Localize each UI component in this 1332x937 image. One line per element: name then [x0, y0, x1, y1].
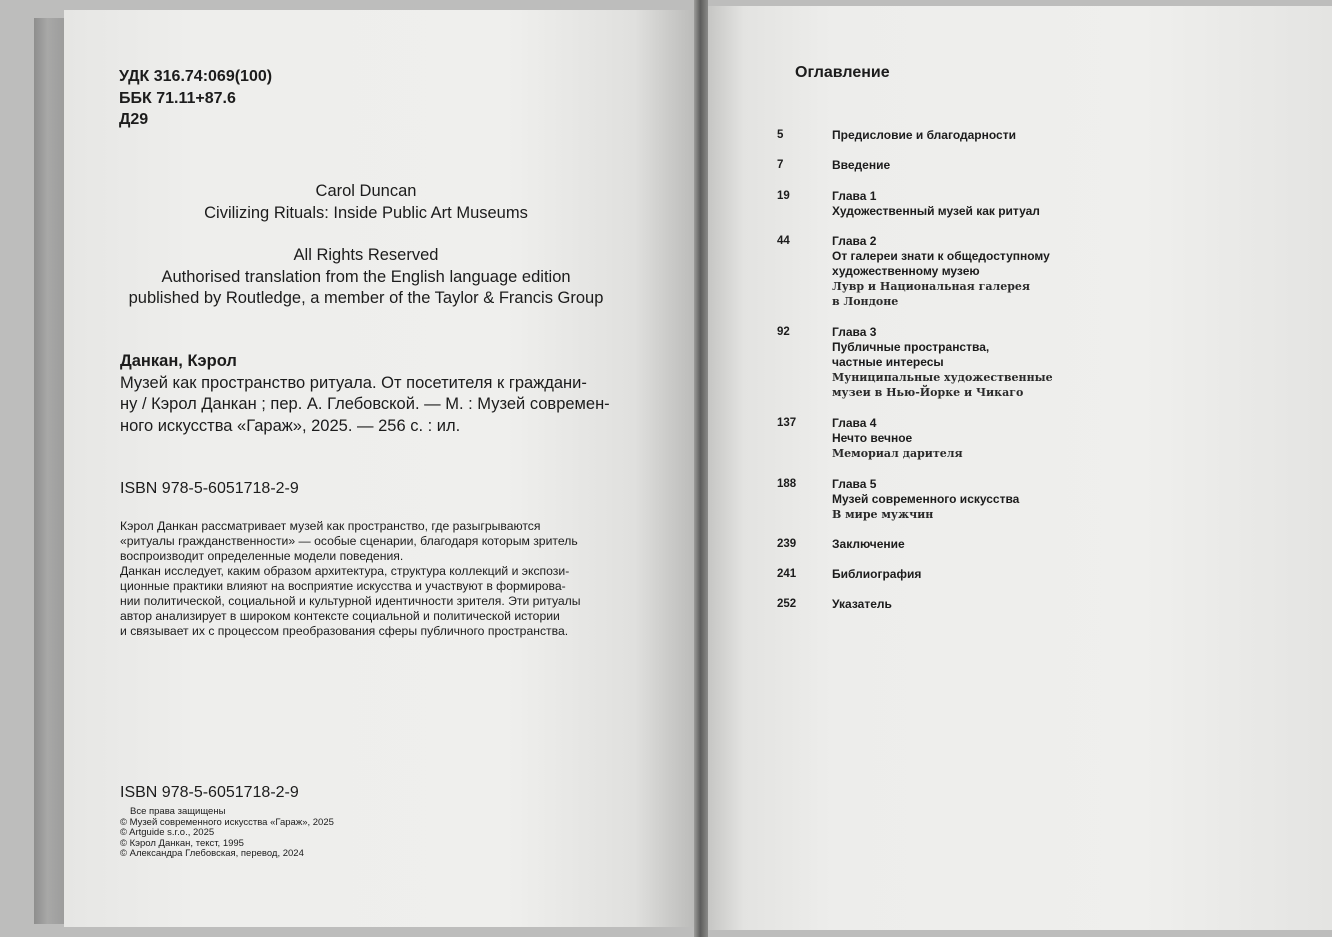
- toc-subtitle-line: Мемориал дарителя: [832, 447, 963, 460]
- annotation-line: воспроизводит определенные модели поведения.: [120, 549, 404, 563]
- toc-entry-text: [832, 416, 963, 461]
- record-line: ного искусства «Гараж», 2025. — 256 с. : ил.: [120, 416, 461, 435]
- toc-subtitle-line: в Лондоне: [832, 295, 899, 308]
- record-line: ну / Кэрол Данкан ; пер. А. Глебовской. — М. : Музей современ-: [120, 395, 610, 413]
- record-line: Музей как пространство ритуала. От посетителя к граждани-: [120, 373, 587, 392]
- toc-heading-line: Введение: [832, 158, 891, 172]
- toc-page-number: 241: [777, 568, 797, 580]
- toc-heading-line: частные интересы: [832, 355, 944, 369]
- original-author: Carol Duncan: [315, 182, 417, 200]
- classification-codes: [119, 66, 272, 131]
- toc-entry-text: [832, 128, 1016, 143]
- copyright-line: © Artguide s.r.o., 2025: [120, 827, 215, 838]
- toc-page-number: 252: [777, 598, 797, 610]
- toc-page-number: 5: [777, 129, 784, 141]
- toc-heading-line: Нечто вечное: [832, 431, 913, 445]
- copyright-line: © Кэрол Данкан, текст, 1995: [120, 837, 244, 849]
- toc-heading-line: Глава 4: [832, 416, 877, 430]
- toc-heading-line: Глава 5: [832, 477, 877, 491]
- toc-heading-line: художественному музею: [832, 264, 980, 278]
- page-block-edge: [34, 18, 68, 924]
- toc-page-number: 137: [777, 417, 797, 429]
- rights-line: published by Routledge, a member of the Taylor & Francis Group: [128, 289, 604, 307]
- toc-subtitle-line: Муниципальные художественные: [832, 371, 1053, 384]
- isbn: ISBN 978-5-6051718-2-9: [120, 480, 299, 497]
- toc-entry-text: [832, 477, 1019, 522]
- author-mark: Д29: [119, 111, 149, 128]
- toc-page-number: 7: [777, 159, 784, 171]
- toc-page-number: 19: [777, 190, 790, 202]
- toc-title: Оглавление: [795, 64, 890, 81]
- toc-heading-line: Глава 2: [832, 234, 877, 248]
- original-edition-block: [66, 181, 666, 224]
- toc-subtitle-line: В мире мужчин: [832, 508, 934, 521]
- annotation: [120, 519, 581, 639]
- annotation-line: и связывает их с процессом преобразования сферы публичного пространства.: [120, 624, 569, 638]
- bbk-code: ББК 71.11+87.6: [119, 89, 236, 107]
- toc-page-number: 239: [777, 538, 797, 550]
- toc-subtitle-line: Лувр и Национальная галерея: [832, 280, 1031, 293]
- rights-line: Authorised translation from the English language edition: [161, 267, 571, 286]
- toc-entry-text: [832, 325, 1053, 400]
- toc-heading-line: Заключение: [832, 537, 905, 551]
- bibliographic-record: [120, 351, 610, 437]
- copyright-block: [120, 807, 334, 860]
- toc-subtitle-line: музеи в Нью-Йорке и Чикаго: [832, 386, 1024, 399]
- toc-heading-line: Указатель: [832, 597, 892, 611]
- toc-entry-text: [832, 234, 1050, 309]
- toc-heading-line: Глава 1: [832, 189, 877, 203]
- annotation-line: Кэрол Данкан рассматривает музей как пространство, где разыгрываются: [120, 519, 541, 533]
- toc-heading-line: От галереи знати к общедоступному: [832, 249, 1050, 263]
- toc-heading-line: Публичные пространства,: [832, 340, 990, 354]
- rights-block: [66, 245, 666, 310]
- toc-entry-text: [832, 537, 905, 552]
- annotation-line: ционные практики влияют на восприятие искусства и участвуют в формирова-: [120, 579, 566, 593]
- original-title: Civilizing Rituals: Inside Public Art Museums: [204, 203, 528, 222]
- annotation-line: нии политической, социальной и культурной идентичности зрителя. Эти ритуалы: [120, 594, 581, 608]
- isbn-bottom: ISBN 978-5-6051718-2-9: [120, 784, 299, 801]
- copyright-line: © Музей современного искусства «Гараж», 2025: [120, 816, 334, 828]
- copyright-line: © Александра Глебовская, перевод, 2024: [120, 848, 304, 859]
- book-spine: [694, 0, 708, 937]
- right-page: [706, 6, 1332, 930]
- toc-heading-line: Музей современного искусства: [832, 492, 1020, 506]
- toc-page-number: 92: [777, 326, 790, 338]
- annotation-line: «ритуалы гражданственности» — особые сценарии, благодаря которым зритель: [120, 534, 578, 548]
- toc-entry-text: [832, 158, 890, 173]
- toc-heading-line: Библиография: [832, 567, 922, 581]
- toc-heading-line: Художественный музей как ритуал: [832, 204, 1040, 218]
- toc-entry-text: [832, 189, 1040, 219]
- toc-page-number: 44: [777, 235, 790, 247]
- toc-heading-line: Предисловие и благодарности: [832, 128, 1016, 142]
- udc-code: УДК 316.74:069(100): [119, 68, 273, 85]
- toc-entry-text: [832, 567, 921, 582]
- toc-heading-line: Глава 3: [832, 325, 877, 339]
- toc-page-number: 188: [777, 478, 797, 490]
- copyright-line: Все права защищены: [130, 806, 226, 817]
- toc-entry-text: [832, 597, 892, 612]
- record-author: Данкан, Кэрол: [120, 352, 237, 370]
- rights-line: All Rights Reserved: [293, 246, 439, 264]
- annotation-line: автор анализирует в широком контексте социальной и политической истории: [120, 609, 560, 623]
- annotation-line: Данкан исследует, каким образом архитектура, структура коллекций и экспози-: [120, 564, 570, 578]
